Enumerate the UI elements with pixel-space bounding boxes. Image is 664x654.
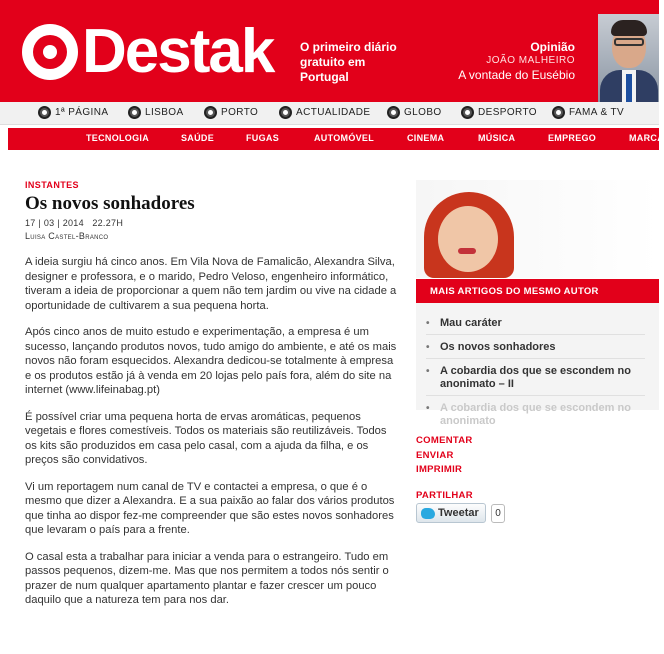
article-body — [25, 255, 397, 608]
opinion-author: JOÃO MALHEIRO — [486, 55, 575, 66]
cat-musica[interactable]: MÚSICA — [478, 133, 516, 143]
destak-logo-icon — [22, 24, 78, 80]
more-articles-title: MAIS ARTIGOS DO MESMO AUTOR — [416, 279, 659, 303]
article — [25, 180, 397, 620]
print-link[interactable]: IMPRIMIR — [416, 464, 463, 475]
tweet-count: 0 — [491, 504, 505, 523]
logo-text: Destak — [82, 17, 274, 86]
bullet-icon: • — [426, 366, 430, 377]
comment-link[interactable]: COMENTAR — [416, 435, 473, 446]
category-navigation — [8, 128, 664, 150]
opinion-title: Opinião — [530, 40, 575, 54]
cat-fugas[interactable]: FUGAS — [246, 133, 279, 143]
destak-logo[interactable] — [22, 17, 274, 86]
nav-bullet-icon — [128, 106, 141, 119]
more-article-link[interactable]: • Os novos sonhadores — [426, 335, 645, 359]
opinion-subtitle: A vontade do Eusébio — [458, 68, 575, 82]
send-link[interactable]: ENVIAR — [416, 449, 454, 461]
article-date: 17 | 03 | 2014 22.27H — [25, 218, 124, 228]
article-paragraph: Após cinco anos de muito estudo e experimentação, a empresa é um sucesso, lançando produtos novos, tudo amigo do ambiente, e até os mais novos não foram esquecidos. Alexandra dedicou-se totalmente à empresa e os produtos estão já à venda em 20 lojas pelo país fora, além do site na internet (www.lifeinabag.pt) — [25, 326, 397, 396]
nav-fama-tv[interactable]: FAMA & TV — [552, 106, 624, 119]
article-section[interactable]: INSTANTES — [25, 180, 79, 190]
more-article-link[interactable]: • Mau caráter — [426, 311, 645, 335]
bullet-icon: • — [426, 318, 430, 329]
more-article-link[interactable]: • A cobardia dos que se escondem no anonimato — [426, 402, 631, 427]
twitter-bird-icon — [421, 508, 435, 519]
bullet-icon: • — [426, 342, 430, 353]
cat-cinema[interactable]: CINEMA — [407, 133, 445, 143]
top-navigation — [0, 102, 659, 125]
cat-marca[interactable]: MARCA — [629, 133, 664, 143]
site-header — [0, 0, 659, 102]
article-author[interactable]: Luisa Castel-Branco — [25, 231, 109, 241]
nav-bullet-icon — [204, 106, 217, 119]
nav-actualidade[interactable]: ACTUALIDADE — [279, 106, 370, 119]
columnist-photo — [416, 180, 659, 278]
bullet-icon: • — [426, 403, 430, 414]
opinion-author-photo[interactable] — [598, 14, 659, 102]
nav-porto[interactable]: PORTO — [204, 106, 258, 119]
nav-lisboa[interactable]: LISBOA — [128, 106, 184, 119]
nav-bullet-icon — [461, 106, 474, 119]
nav-bullet-icon — [552, 106, 565, 119]
nav-globo[interactable]: GLOBO — [387, 106, 442, 119]
more-articles-list — [416, 303, 659, 432]
tweet-label: Tweetar — [438, 507, 479, 519]
article-actions — [416, 434, 473, 478]
cat-emprego[interactable]: EMPREGO — [548, 133, 597, 143]
opinion-teaser[interactable] — [458, 40, 575, 82]
nav-desporto[interactable]: DESPORTO — [461, 106, 537, 119]
nav-bullet-icon — [279, 106, 292, 119]
article-paragraph: A ideia surgiu há cinco anos. Em Vila Nova de Famalicão, Alexandra Silva, designer e professora, e o marido, Pedro Veloso, engenheiro informático, tiveram a ideia de proporcionar a quem não tem jardim ou vive na cidade a oportunidade de cultivarem a sua pequena horta. — [25, 256, 397, 312]
article-title: Os novos sonhadores — [25, 193, 195, 214]
share-label: PARTILHAR — [416, 490, 473, 501]
more-articles-box — [416, 279, 659, 427]
nav-primeira-pagina[interactable]: 1ª PÁGINA — [38, 106, 108, 119]
article-paragraph: O casal esta a trabalhar para iniciar a venda para o estrangeiro. Tudo em passos pequenos, dizem-me. Mas que nos permitem a todos nós sentir o prazer de num qualquer apartamento plantar e fazer crescer um pouco daquilo que a natureza tem para nos dar. — [25, 550, 389, 606]
nav-bullet-icon — [387, 106, 400, 119]
article-paragraph: É possível criar uma pequena horta de ervas aromáticas, pequenos vegetais e flores comestíveis. Todos os materiais são reutilizáveis. Todos os kits são produzidos em casa pelo casal, com a ajuda da filha, e os preços são convidativos. — [25, 410, 387, 466]
tweet-button[interactable] — [416, 503, 486, 523]
more-article-link[interactable]: • A cobardia dos que se escondem no anonimato – II — [426, 359, 645, 396]
site-tagline: O primeiro diário gratuito em Portugal — [300, 40, 397, 84]
cat-saude[interactable]: SAÚDE — [181, 133, 215, 143]
nav-bullet-icon — [38, 106, 51, 119]
cat-automovel[interactable]: AUTOMÓVEL — [314, 133, 375, 143]
article-paragraph: Vi um reportagem num canal de TV e contactei a empresa, o que é o mesmo que dizer a Alexandra. E a sua paixão ao falar dos vários produtos que tinha ao dispor fez-me compreender que são estes novos sonhadores que levaram o país para a frente. — [25, 480, 395, 536]
cat-tecnologia[interactable]: TECNOLOGIA — [86, 133, 149, 143]
